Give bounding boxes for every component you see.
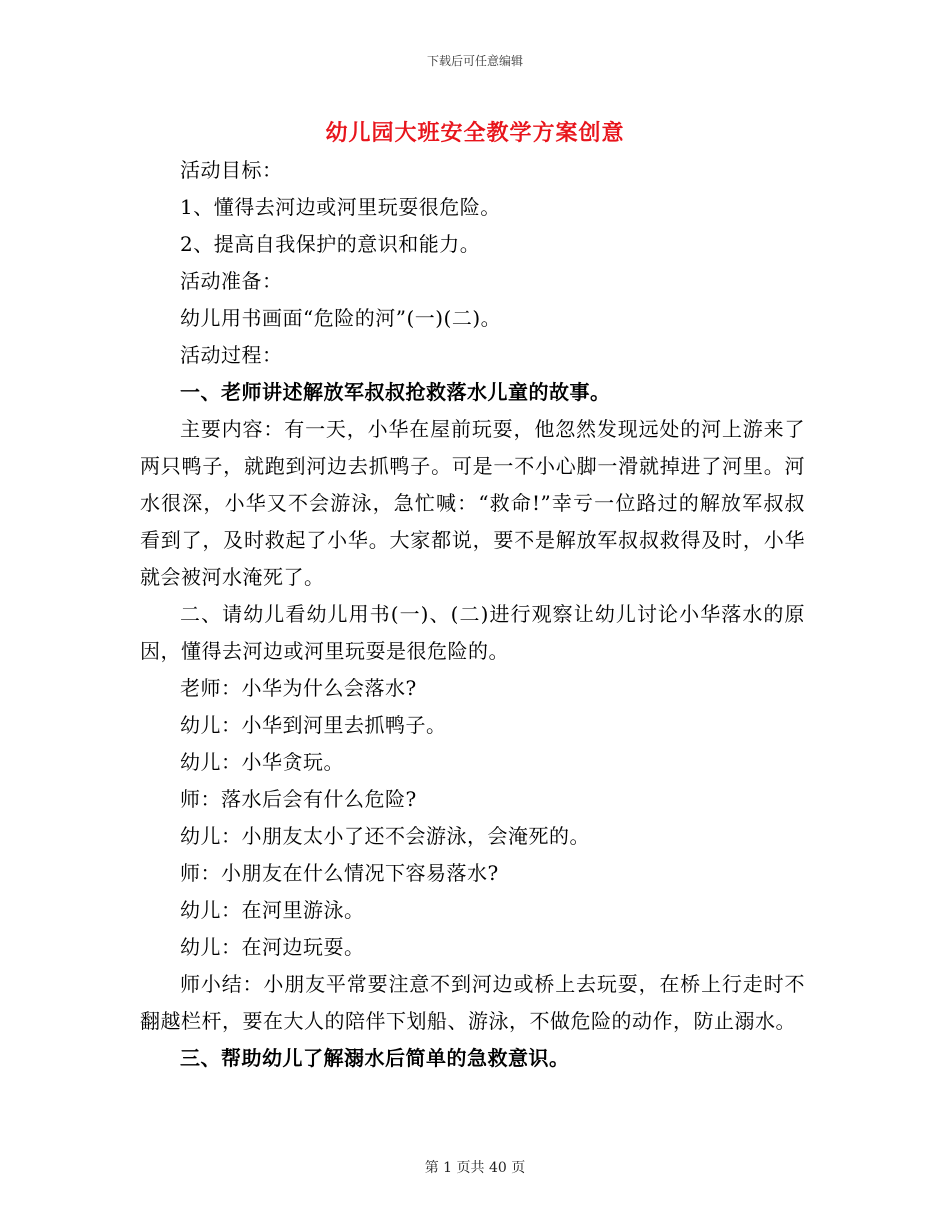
paragraph-goal-2: 2、提高自我保护的意识和能力。	[180, 232, 481, 256]
document-title: 幼儿园大班安全教学方案创意	[325, 120, 625, 146]
paragraph-process-heading: 活动过程：	[180, 343, 283, 367]
paragraph-goal-1: 1、懂得去河边或河里玩耍很危险。	[180, 195, 501, 219]
paragraph-goals-heading: 活动目标：	[180, 158, 283, 182]
dialogue-line: 幼儿：在河边玩耍。	[180, 935, 365, 959]
dialogue-line: 师：小朋友在什么情况下容易落水?	[180, 861, 499, 885]
document-body	[140, 152, 805, 1077]
dialogue-line: 幼儿：小华贪玩。	[180, 750, 344, 774]
paragraph-prep-material: 幼儿用书画面“危险的河”(一)(二)。	[180, 306, 502, 330]
section-heading-1: 一、老师讲述解放军叔叔抢救落水儿童的故事。	[180, 380, 611, 404]
section-heading-2: 二、请幼儿看幼儿用书(一)、(二)进行观察让幼儿讨论小华落水的原因，懂得去河边或河里玩耍是很危险的。	[140, 602, 805, 663]
page-footer: 第 1 页共 40 页	[424, 1160, 526, 1176]
dialogue-line: 幼儿：小朋友太小了还不会游泳，会淹死的。	[180, 824, 590, 848]
paragraph-prep-heading: 活动准备：	[180, 269, 283, 293]
paragraph-story: 主要内容：有一天，小华在屋前玩耍，他忽然发现远处的河上游来了两只鸭子，就跑到河边去抓鸭子。可是一不小心脚一滑就掉进了河里。河水很深，小华又不会游泳，急忙喊：“救命!”幸亏一位路过的解放军叔叔看到了，及时救起了小华。大家都说，要不是解放军叔叔救得及时，小华就会被河水淹死了。	[140, 417, 805, 589]
dialogue-line: 幼儿：小华到河里去抓鸭子。	[180, 713, 447, 737]
header-note: 下载后可任意编辑	[426, 54, 523, 68]
section-heading-3: 三、帮助幼儿了解溺水后简单的急救意识。	[180, 1046, 570, 1070]
dialogue-line: 幼儿：在河里游泳。	[180, 898, 365, 922]
paragraph-summary: 师小结：小朋友平常要注意不到河边或桥上去玩耍，在桥上行走时不翻越栏杆，要在大人的陪伴下划船、游泳，不做危险的动作，防止溺水。	[140, 972, 805, 1033]
dialogue-line: 老师：小华为什么会落水?	[180, 676, 417, 700]
dialogue-line: 师：落水后会有什么危险?	[180, 787, 417, 811]
